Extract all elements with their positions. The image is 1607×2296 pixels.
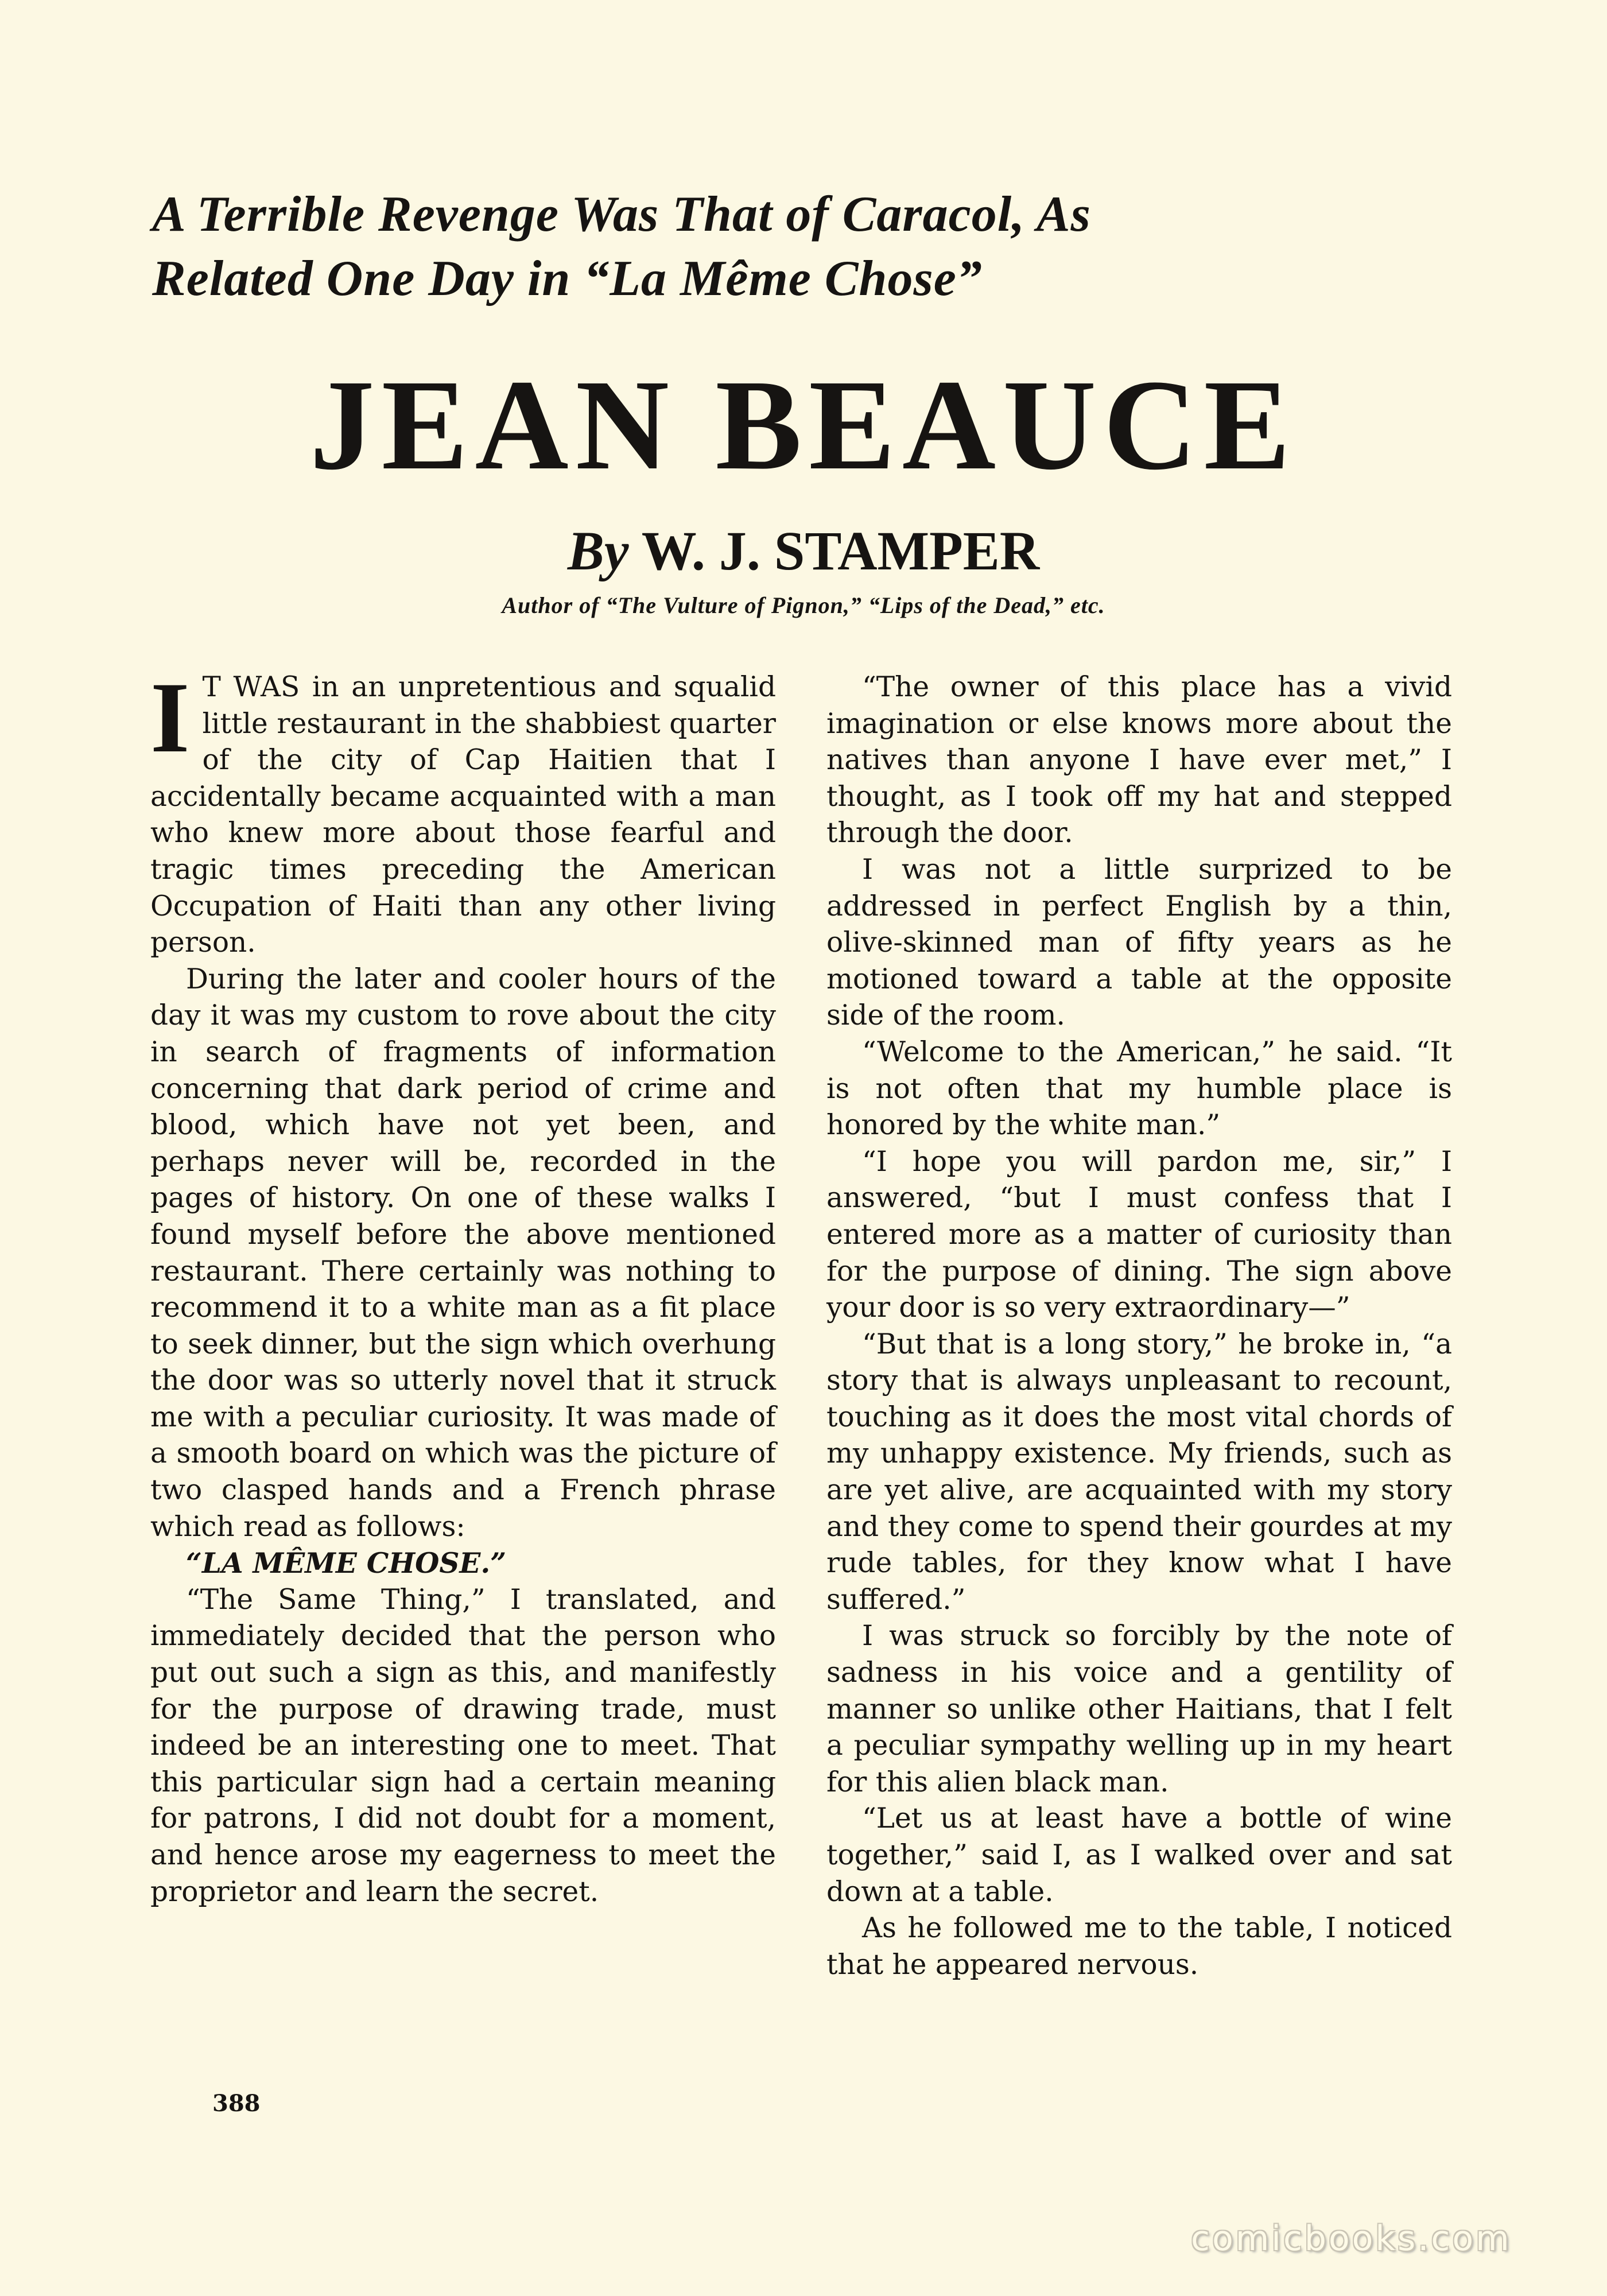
subhead-line-1: A Terrible Revenge Was That of Caracol, As bbox=[152, 187, 1091, 242]
paragraph: “Let us at least have a bottle of wine together,” said I, as I walked over and sat down at a table. bbox=[826, 1802, 1452, 1908]
page-number: 388 bbox=[212, 2090, 261, 2117]
byline bbox=[0, 519, 1607, 583]
paragraph: I was not a little surprized to be addressed in perfect English by a thin, olive-skinned man of fifty years as he motioned toward a table at the opposite side of the room. bbox=[826, 853, 1452, 1032]
paragraph: During the later and cooler hours of the day it was my custom to rove about the city in search of fragments of information concerning that dark period of crime and blood, which have not yet been, and perhaps never will be, recorded in the pages of history. On one of these walks I found myself before the above mentioned restaurant. There certainly was nothing to recommend it to a white man as a fit place to seek dinner, but the sign which overhung the door was so utterly novel that it struck me with a peculiar curiosity. It was made of a smooth board on which was the picture of two clasped hands and a French phrase which read as follows: bbox=[150, 963, 776, 1543]
paragraph bbox=[150, 662, 776, 961]
paragraph: “But that is a long story,” he broke in, “a story that is always unpleasant to recount, touching as it does the most vital chords of my unhappy existence. My friends, such as are yet alive, are acquainted with my story and they come to spend their gourdes at my rude tables, for they know what I have suffered.” bbox=[826, 1328, 1452, 1616]
story-title: JEAN BEAUCE bbox=[309, 353, 1298, 497]
paragraph-text: T WAS in an unpretentious and squalid little restaurant in the shabbiest quarter of the city of Cap Haitien that I accidentally became acquainted with a man who knew more about those fearful and tragic times preceding the American Occupation of Haiti than any other living person. bbox=[150, 671, 776, 959]
paragraph: As he followed me to the table, I noticed that he appeared nervous. bbox=[826, 1912, 1452, 1981]
subhead-line-2: Related One Day in “La Même Chose” bbox=[152, 251, 983, 307]
right-text-column bbox=[826, 669, 1452, 1983]
paragraph: “The Same Thing,” I translated, and immediately decided that the person who put out such a sign as this, and manifestly for the purpose of drawing trade, must indeed be an interesting one to meet. That this particular sign had a certain meaning for patrons, I did not doubt for a moment, and hence arose my eagerness to meet the proprietor and learn the secret. bbox=[150, 1583, 776, 1908]
paragraph: “Welcome to the American,” he said. “It is not often that my humble place is honored by the white man.” bbox=[826, 1035, 1452, 1142]
byline-prefix: By bbox=[567, 520, 629, 581]
site-watermark: comicbooks.com bbox=[1191, 2219, 1512, 2259]
paragraph: “The owner of this place has a vivid imagination or else knows more about the natives than anyone I have ever met,” I thought, as I took off my hat and stepped through the door. bbox=[826, 671, 1452, 850]
story-subheadline bbox=[152, 183, 1472, 311]
left-text-column bbox=[150, 662, 776, 1910]
author-credits: Author of “The Vulture of Pignon,” “Lips of the Dead,” etc. bbox=[502, 592, 1105, 618]
drop-cap: I bbox=[150, 662, 190, 774]
paragraph: I was struck so forcibly by the note of sadness in his voice and a gentility of manner so unlike other Haitians, that I felt a peculiar sympathy welling up in my heart for this alien black man. bbox=[826, 1620, 1452, 1798]
sign-phrase: “LA MÊME CHOSE.” bbox=[186, 1547, 507, 1580]
paragraph: “I hope you will pardon me, sir,” I answered, “but I must confess that I entered more as a matter of curiosity than for the purpose of dining. The sign above your door is so very extraordinary—” bbox=[826, 1145, 1452, 1324]
byline-author: W. J. STAMPER bbox=[641, 520, 1040, 581]
